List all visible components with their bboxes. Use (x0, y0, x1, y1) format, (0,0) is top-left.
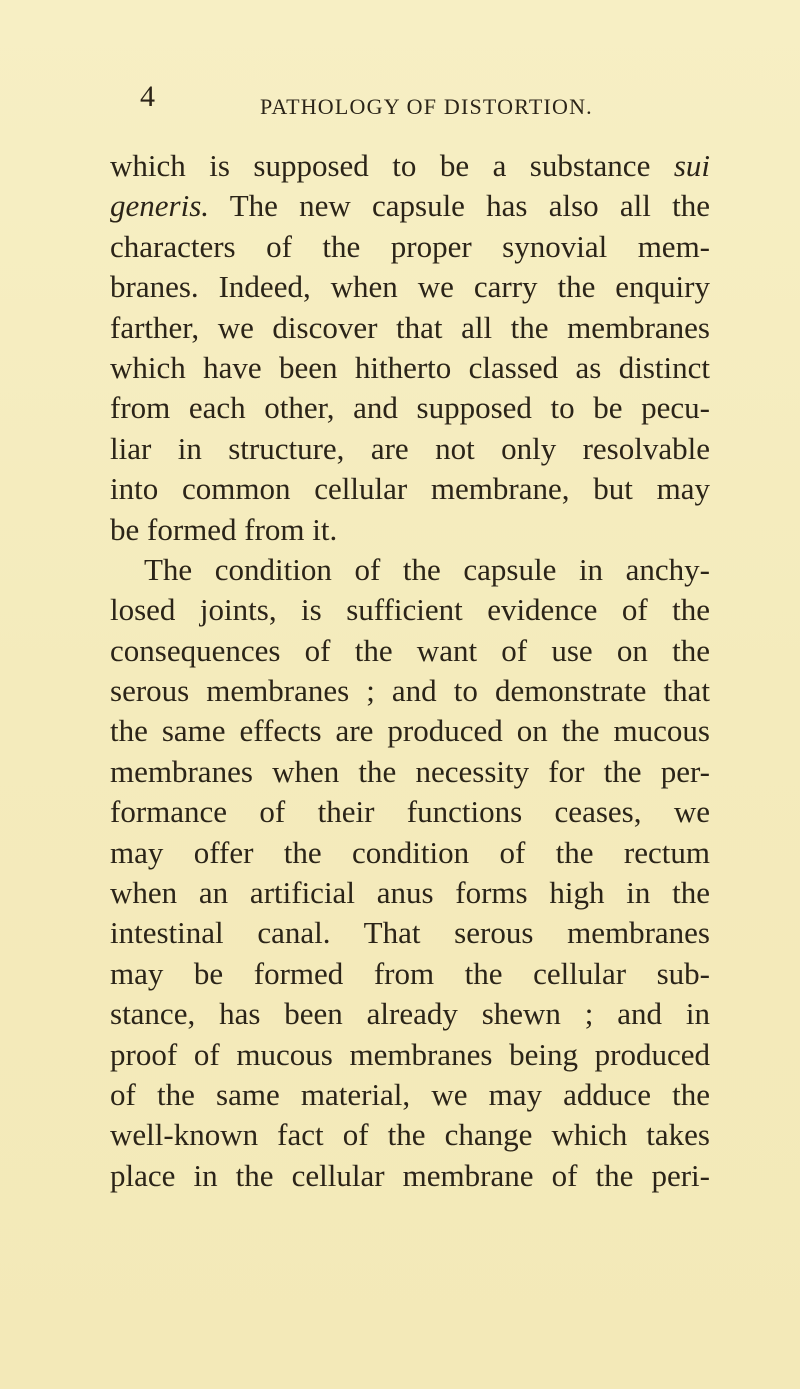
text-line: membranes when the necessity for the per- (110, 753, 710, 789)
text-line (110, 186, 710, 226)
text-line: well-known fact of the change which takes (110, 1117, 710, 1153)
text-line: be formed from it. (110, 511, 338, 547)
text-line: branes. Indeed, when we carry the enquiry (110, 269, 710, 305)
text-fragment: The new capsule has also all the (229, 188, 710, 224)
text-line: serous membranes ; and to demonstrate that (110, 673, 710, 709)
text-line: may offer the condition of the rectum (110, 834, 710, 870)
body-text (110, 146, 710, 1196)
text-line: characters of the proper synovial mem- (110, 228, 710, 264)
text-line: from each other, and supposed to be pecu- (110, 390, 710, 426)
running-title: PATHOLOGY OF DISTORTION. (260, 94, 593, 119)
italic-term: generis. (110, 188, 210, 224)
text-line: stance, has been already shewn ; and in (110, 996, 710, 1032)
text-line: consequences of the want of use on the (110, 632, 710, 668)
text-line: place in the cellular membrane of the peri- (110, 1157, 710, 1193)
text-line: may be formed from the cellular sub- (110, 955, 710, 991)
text-line: intestinal canal. That serous membranes (110, 915, 710, 951)
text-line: formance of their functions ceases, we (110, 794, 710, 830)
text-line (110, 146, 710, 186)
text-line: which have been hitherto classed as distinct (110, 349, 710, 385)
text-line: farther, we discover that all the membranes (110, 309, 710, 345)
text-fragment: which is supposed to be a substance (110, 148, 651, 183)
text-line: when an artificial anus forms high in the (110, 875, 710, 911)
text-line: into common cellular membrane, but may (110, 471, 710, 507)
text-line: losed joints, is sufficient evidence of the (110, 592, 710, 628)
text-line: proof of mucous membranes being produced (110, 1036, 710, 1072)
page-number: 4 (140, 80, 155, 113)
text-line: of the same material, we may adduce the (110, 1076, 710, 1112)
text-line: liar in structure, are not only resolvable (110, 430, 710, 466)
text-line: the same effects are produced on the mucous (110, 713, 710, 749)
paragraph-start-line: The condition of the capsule in anchy- (144, 551, 710, 587)
italic-term: sui (673, 148, 710, 183)
